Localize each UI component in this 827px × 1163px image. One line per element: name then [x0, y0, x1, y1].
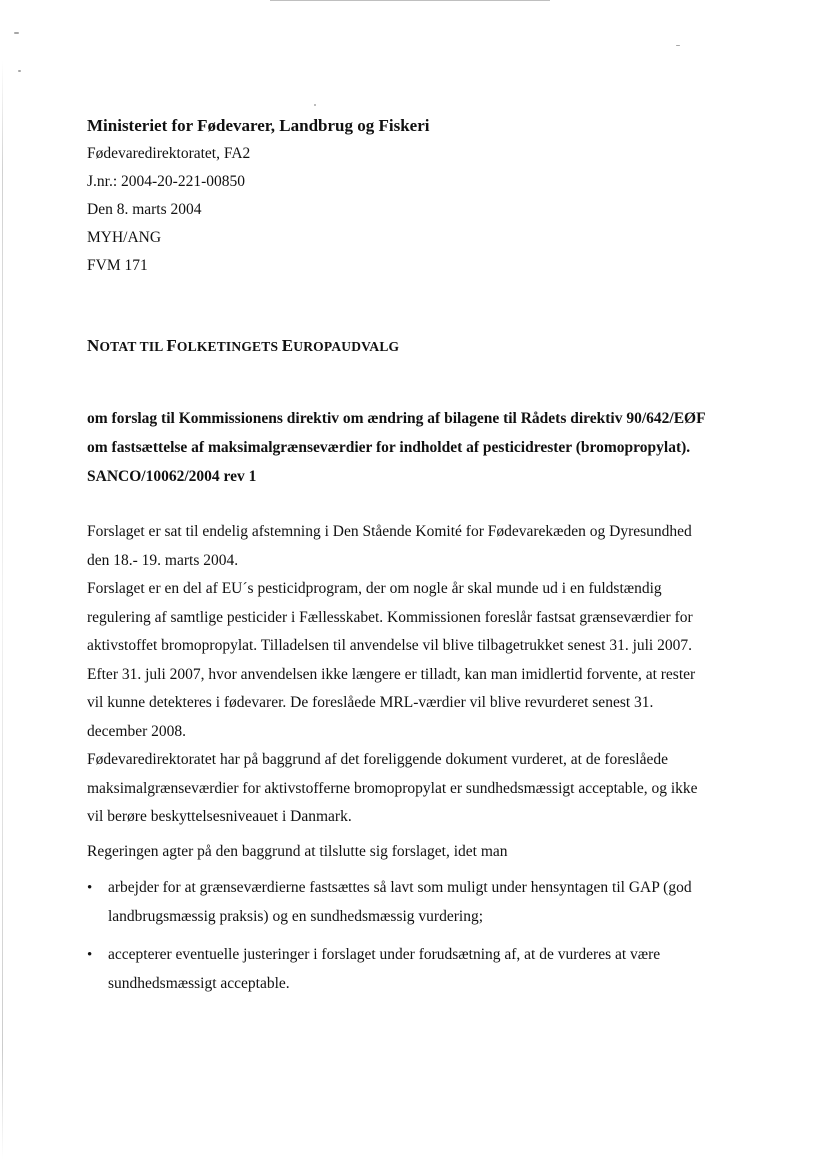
paragraph-assessment — [87, 746, 752, 832]
title-rest-3: UROPAUDVALG — [293, 339, 400, 354]
document-date: Den 8. marts 2004 — [87, 201, 202, 218]
scan-speck — [18, 70, 21, 72]
scan-artifact-top-edge — [270, 0, 550, 1]
subject-line: SANCO/10062/2004 rev 1 — [87, 468, 257, 485]
bullet-marker: • — [87, 947, 93, 963]
text-line: sundhedsmæssigt acceptable. — [108, 974, 290, 992]
title-rest-2: OLKETINGETS — [176, 339, 282, 354]
scan-artifact-left-edge — [2, 60, 3, 1160]
subject-heading — [87, 404, 767, 491]
text-line: landbrugsmæssig praksis) og en sundhedsmæssig vurdering; — [108, 907, 483, 925]
list-item — [87, 874, 752, 931]
bullet-text — [108, 941, 752, 998]
letter-header — [87, 112, 430, 280]
title-cap-2: F — [166, 336, 177, 355]
scan-speck — [676, 45, 680, 46]
text-line: Forslaget er en del af EU´s pesticidprogram, der om nogle år skal munde ud i en fuldstændig — [87, 580, 662, 597]
text-line: december 2008. — [87, 722, 186, 740]
text-line: Forslaget er sat til endelig afstemning i Den Stående Komité for Fødevarekæden og Dyresundhed — [87, 523, 692, 540]
subject-line: om fastsættelse af maksimalgrænseværdier for indholdet af pesticidrester (bromopropylat). — [87, 439, 691, 456]
document-title — [87, 336, 399, 356]
body-text — [87, 518, 752, 866]
text-line: Efter 31. juli 2007, hvor anvendelsen ikke længere er tilladt, kan man imidlertid forvente, at rester — [87, 665, 696, 683]
paragraph-government: Regeringen agter på den baggrund at tilslutte sig forslaget, idet man — [87, 842, 508, 860]
text-line: arbejder for at grænseværdierne fastsættes så lavt som muligt under hensyntagen til GAP (god — [108, 879, 692, 896]
journal-number: J.nr.: 2004-20-221-00850 — [87, 173, 246, 190]
subject-line: om forslag til Kommissionens direktiv om ændring af bilagene til Rådets direktiv 90/642/EØF — [87, 410, 706, 427]
reference-code: FVM 171 — [87, 257, 148, 274]
ministry-name: Ministeriet for Fødevarer, Landbrug og Fiskeri — [87, 116, 430, 135]
title-cap-1: N — [87, 336, 100, 355]
text-line: accepterer eventuelle justeringer i forslaget under forudsætning af, at de vurderes at være — [108, 946, 661, 963]
text-line: den 18.- 19. marts 2004. — [87, 551, 239, 569]
title-cap-3: E — [281, 336, 294, 355]
list-item — [87, 941, 752, 998]
bullet-text — [108, 874, 752, 931]
title-rest-1: OTAT TIL — [99, 339, 167, 354]
text-line: aktivstoffet bromopropylat. Tilladelsen til anvendelse vil blive tilbagetrukket senest 31. juli 2007. — [87, 637, 692, 654]
scan-speck — [14, 32, 19, 34]
paragraph-program — [87, 575, 752, 746]
scan-speck — [314, 104, 316, 106]
author-initials: MYH/ANG — [87, 229, 162, 246]
text-line: maksimalgrænseværdier for aktivstofferne bromopropylat er sundhedsmæssigt acceptable, og ikke — [87, 779, 698, 797]
bullet-marker: • — [87, 880, 93, 896]
paragraph-vote — [87, 518, 752, 575]
text-line: vil berøre beskyttelsesniveauet i Danmark. — [87, 808, 352, 825]
bullet-list — [87, 874, 752, 1008]
text-line: vil kunne detekteres i fødevarer. De foreslåede MRL-værdier vil blive revurderet senest 31. — [87, 694, 654, 711]
directorate-line: Fødevaredirektoratet, FA2 — [87, 145, 251, 162]
text-line: Fødevaredirektoratet har på baggrund af det foreliggende dokument vurderet, at de foreslåede — [87, 751, 669, 768]
text-line: regulering af samtlige pesticider i Fællesskabet. Kommissionen foreslår fastsat grænseværdier for — [87, 608, 693, 626]
